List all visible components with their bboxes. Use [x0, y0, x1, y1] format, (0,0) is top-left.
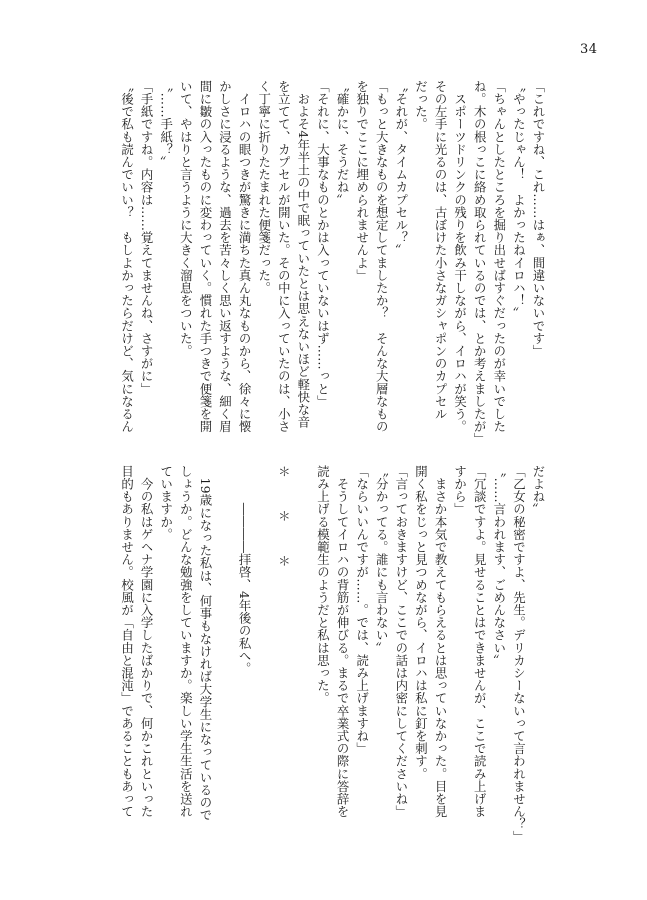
text-line: ――――拝啓、4年後の私へ。: [237, 465, 253, 675]
text-line: 「ちゃんとしたところを掘り出せばすぐだったのが幸いでした: [491, 80, 507, 433]
text-line: 「乙女の秘密ですよ、先生。デリカシーないって言われません？」: [511, 465, 527, 843]
text-line: 「言っておきますけど、ここでの話は内密にしてくださいね」: [393, 465, 409, 818]
text-line: 〝やったじゃん！ よかったねイロハ！〟: [511, 80, 527, 320]
text-line: その左手に光るのは、古ぼけた小さなガシャポンのカプセル: [433, 80, 449, 421]
text-line: 「もっと大きなものを想定してましたか？ そんな大層なもの: [374, 80, 390, 433]
text-line: 「ならいいんですが……。では、読み上げますね」: [354, 465, 370, 755]
text-line: を独りでここに埋められませんよ」: [354, 80, 370, 282]
text-line: 〝確かに、そうだね〟: [335, 80, 351, 206]
text-line: そうしてイロハの背筋が伸びる。まるで卒業式の際に答辞を: [335, 465, 351, 818]
text-line: 〝それが、タイムカプセル？〟: [393, 80, 409, 257]
text-line: 〝……言われます、ごめんなさい〟: [491, 465, 507, 667]
text-line: スポーツドリンクの残りを飲み干しながら、イロハが笑う。: [452, 80, 468, 433]
scene-break: ＊ ＊ ＊: [276, 465, 292, 577]
text-line: イロハの眼つきが驚きに満ちた真ん丸なものから、徐々に懐: [237, 80, 253, 433]
text-line: 「これですね、これ……はぁ、間違いないです」: [531, 80, 546, 358]
text-line: 開く私をじっと見つめながら、イロハは私に釘を刺す。: [413, 465, 429, 780]
text-line: ね。木の根っこに絡め取られているのでは、とか考えましたが」: [472, 80, 488, 446]
text-line: 「冗談ですよ。見せることはできませんが、ここで読み上げま: [472, 465, 488, 818]
text-line: 目的もありません。校風が「自由と混沌」であることもあって: [119, 465, 135, 818]
text-line: およそ4年半土の中で眠っていたとは思えないほど軽快な音: [295, 80, 311, 429]
page-number: 34: [580, 42, 598, 57]
text-line: まさか本気で教えてもらえるとは思っていなかった。目を見: [433, 465, 449, 818]
text-line: 〝後で私も読んでいい？ もしよかったらだけど、気になるん: [119, 80, 135, 433]
text-line: 「手紙ですね。内容は……覚えてませんね、さすがに」: [139, 80, 155, 395]
text-line: すから」: [452, 465, 468, 516]
text-line: 「それに、大事なものとかは入っていないはず……っと」: [315, 80, 331, 408]
text-line: 読み上げる模範生のようだと私は思った。: [315, 465, 331, 705]
text-line: 19歳になった私は、何事もなければ大学生になっているので: [197, 465, 213, 822]
text-line: だった。: [413, 80, 429, 131]
top-text-column: [118, 80, 548, 446]
text-line: だよね〟: [531, 465, 546, 516]
text-line: 〝……手紙？〟: [158, 80, 174, 169]
text-line: しょうか。どんな勉強をしていますか。楽しい学生生活を送れ: [178, 465, 194, 818]
text-line: ていますか。: [158, 465, 174, 541]
bottom-text-column: [118, 465, 548, 843]
text-line: く丁寧に折りたたまれた便箋だった。: [256, 80, 272, 295]
text-line: いて、やはりと言うように大きく溜息をついた。: [178, 80, 194, 358]
text-line: を立てて、カプセルが開いた。その中に入っていたのは、小さ: [276, 80, 292, 433]
text-line: 間に皺の入ったものに変わっていく。慣れた手つきで便箋を開: [197, 80, 213, 433]
text-line: 〝分かってる。誰にも言わない〟: [374, 465, 390, 654]
text-line: かしさに浸るような、過去を苦々しく思い返すような、細く眉: [217, 80, 233, 433]
text-line: 今の私はゲヘナ学園に入学したばかりで、何かこれといった: [139, 465, 155, 818]
